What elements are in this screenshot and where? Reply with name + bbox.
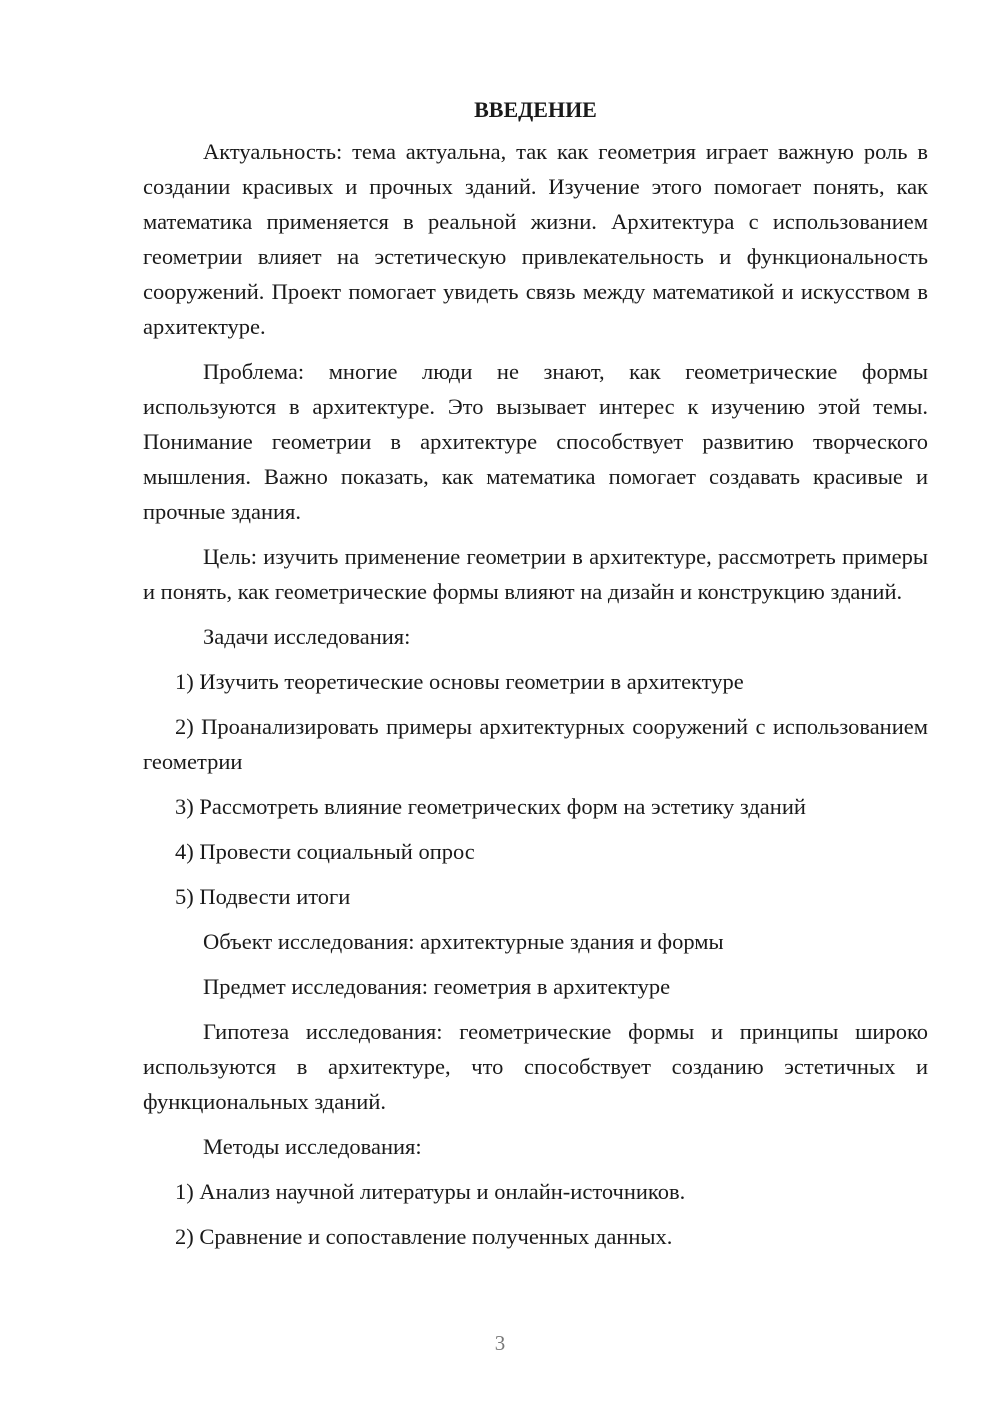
task-item-5: 5) Подвести итоги (175, 884, 351, 909)
methods-heading: Методы исследования: (203, 1134, 422, 1159)
task-item-1: 1) Изучить теоретические основы геометрии в архитектуре (175, 669, 744, 694)
page-number: 3 (494, 1331, 506, 1355)
research-hypothesis: Гипотеза исследования: геометрические формы и принципы широко используются в архитектуре, что способствует созданию эстетичных и функциональных зданий. (143, 1019, 928, 1114)
document-page (143, 92, 928, 1264)
tasks-heading: Задачи исследования: (203, 624, 411, 649)
task-item-2: 2) Проанализировать примеры архитектурных сооружений с использованием геометрии (143, 714, 928, 774)
method-item-2: 2) Сравнение и сопоставление полученных данных. (175, 1224, 673, 1249)
research-subject: Предмет исследования: геометрия в архитектуре (203, 974, 671, 999)
page-title: ВВЕДЕНИЕ (474, 97, 597, 122)
paragraph-relevance: Актуальность: тема актуальна, так как геометрия играет важную роль в создании красивых и прочных зданий. Изучение этого помогает понять, как математика применяется в реальной жизни. Архитектура с использованием геометрии влияет на эстетическую привлекательность и функциональность сооружений. Проект помогает увидеть связь между математикой и искусством в архитектуре. (143, 139, 928, 339)
task-item-4: 4) Провести социальный опрос (175, 839, 475, 864)
paragraph-problem: Проблема: многие люди не знают, как геометрические формы используются в архитектуре. Это вызывает интерес к изучению этой темы. Понимание геометрии в архитектуре способствует развитию творческого мышления. Важно показать, как математика помогает создавать красивые и прочные здания. (143, 359, 928, 524)
research-object: Объект исследования: архитектурные здания и формы (203, 929, 724, 954)
method-item-1: 1) Анализ научной литературы и онлайн-источников. (175, 1179, 686, 1204)
task-item-3: 3) Рассмотреть влияние геометрических форм на эстетику зданий (175, 794, 806, 819)
paragraph-goal: Цель: изучить применение геометрии в архитектуре, рассмотреть примеры и понять, как геометрические формы влияют на дизайн и конструкцию зданий. (143, 544, 928, 604)
